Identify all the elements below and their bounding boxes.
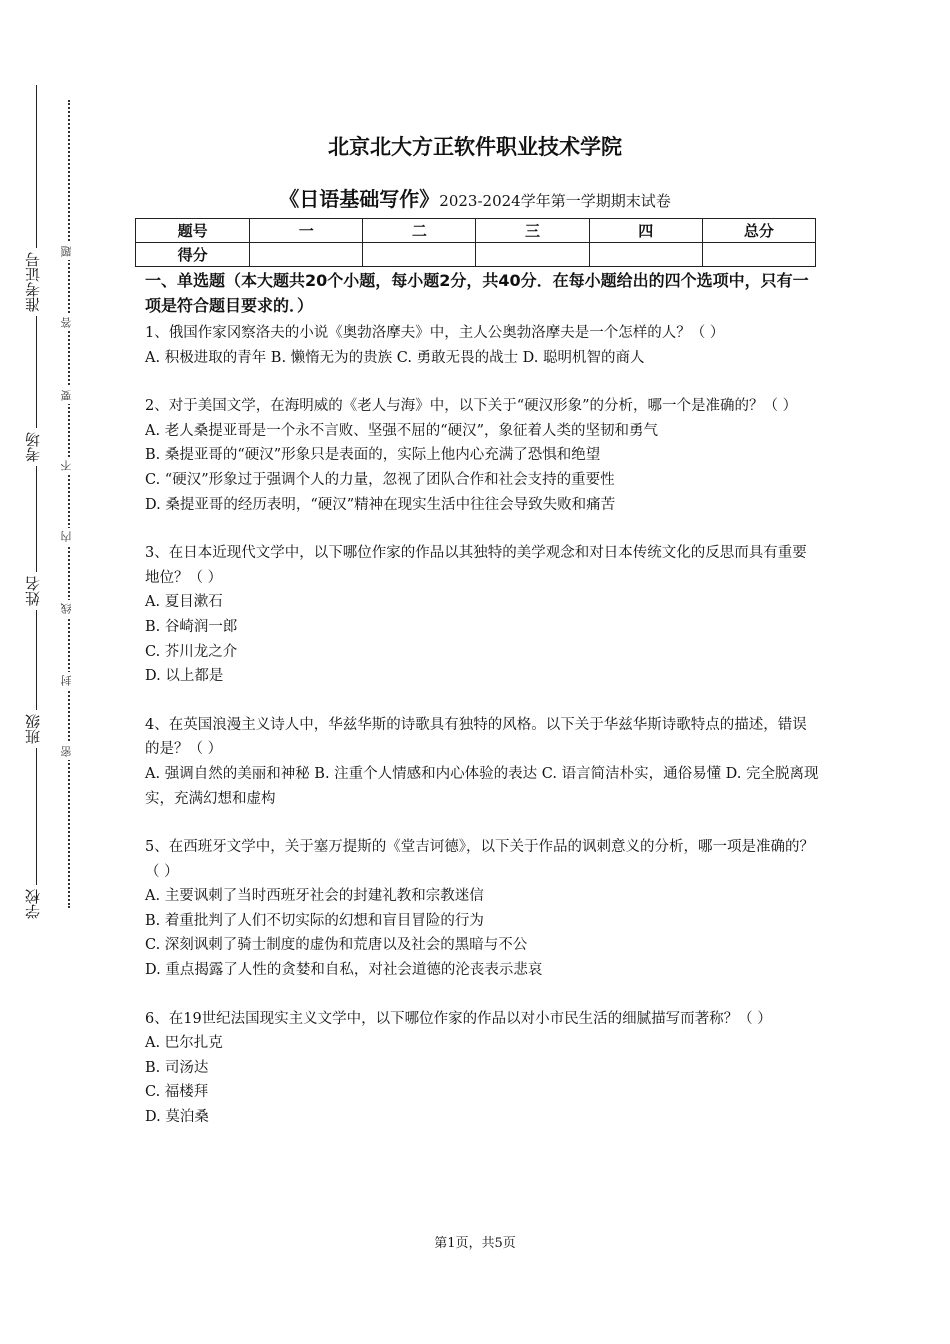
score-table (135, 218, 816, 267)
option-b: B. 谷崎润一郎 (145, 618, 238, 635)
score-cell (363, 243, 476, 267)
question-stem: 5、在西班牙文学中，关于塞万提斯的《堂吉诃德》，以下关于作品的讽刺意义的分析，哪一项是准确的？（ ） (145, 839, 814, 880)
course-name: 《日语基础写作》 (279, 187, 440, 211)
option-c: C. 芥川龙之介 (145, 643, 238, 660)
table-cell: 四 (589, 219, 702, 243)
question-stem: 6、在19世纪法国现实主义文学中，以下哪位作家的作品以对小市民生活的细腻描写而著称？（ ） (145, 1010, 772, 1027)
table-cell: 二 (363, 219, 476, 243)
score-table-header-row (136, 219, 816, 243)
seal-dotted-line (68, 100, 70, 908)
table-cell: 总分 (702, 219, 815, 243)
option-b: B. 着重批判了人们不切实际的幻想和盲目冒险的行为 (145, 912, 484, 929)
seal-char: 不 (60, 457, 76, 474)
option-c: C. “硬汉”形象过于强调个人的力量，忽视了团队合作和社会支持的重要性 (145, 471, 615, 488)
option-a: A. 夏目漱石 (145, 594, 223, 611)
option-d: D. 以上都是 (145, 668, 224, 685)
exam-content (145, 268, 820, 1154)
exam-subtitle (0, 183, 950, 212)
term-label: 2023-2024学年第一学期期末试卷 (439, 192, 671, 210)
class-label: 班级 (24, 710, 44, 748)
table-cell: 一 (250, 219, 363, 243)
option-a: A. 主要讽刺了当时西班牙社会的封建礼教和宗教迷信 (145, 888, 484, 905)
question-3 (145, 541, 820, 689)
question-options: A. 积极进取的青年 B. 懒惰无为的贵族 C. 勇敢无畏的战士 D. 聪明机智的商人 (145, 349, 645, 366)
option-a: A. 老人桑提亚哥是一个永不言败、坚强不屈的“硬汉”，象征着人类的坚韧和勇气 (145, 422, 659, 439)
seal-char: 封 (60, 672, 76, 689)
question-5 (145, 835, 820, 983)
option-a: A. 巴尔扎克 (145, 1035, 223, 1052)
seal-char: 内 (60, 528, 76, 545)
score-cell (589, 243, 702, 267)
table-cell: 题号 (136, 219, 250, 243)
page-footer: 第1页，共5页 (434, 1236, 516, 1251)
question-stem: 4、在英国浪漫主义诗人中，华兹华斯的诗歌具有独特的风格。以下关于华兹华斯诗歌特点的描述，错误的是？（ ） (145, 716, 807, 758)
seal-char: 要 (60, 387, 76, 404)
seal-char: 密 (60, 743, 76, 760)
option-d: D. 重点揭露了人性的贪婪和自私，对社会道德的沦丧表示悲哀 (145, 962, 543, 979)
question-2 (145, 394, 820, 517)
question-6 (145, 1007, 820, 1130)
question-stem: 1、俄国作家冈察洛夫的小说《奥勃洛摩夫》中，主人公奥勃洛摩夫是一个怎样的人？（ ） (145, 325, 725, 341)
school-label: 学校 (24, 885, 44, 923)
score-cell (250, 243, 363, 267)
name-label: 姓名 (24, 572, 44, 610)
table-cell: 三 (476, 219, 589, 243)
option-d: D. 桑提亚哥的经历表明，“硬汉”精神在现实生活中往往会导致失败和痛苦 (145, 496, 616, 513)
school-title: 北京北大方正软件职业技术学院 (328, 135, 622, 159)
table-cell: 得分 (136, 243, 250, 267)
question-stem: 2、对于美国文学，在海明威的《老人与海》中，以下关于“硬汉形象”的分析，哪一个是准确的？（ ） (145, 398, 798, 415)
section-title: 一、单选题（本大题共20个小题，每小题2分，共40分．在每小题给出的四个选项中，只有一项是符合题目要求的．） (145, 271, 809, 315)
score-table-score-row (136, 243, 816, 267)
question-4 (145, 713, 820, 811)
seal-char: 答 (60, 314, 76, 331)
option-c: C. 深刻讽刺了骑士制度的虚伪和荒唐以及社会的黑暗与不公 (145, 937, 528, 954)
question-stem: 3、在日本近现代文学中，以下哪位作家的作品以其独特的美学观念和对日本传统文化的反思而具有重要地位？（ ） (145, 545, 807, 586)
score-cell (702, 243, 815, 267)
exam-number-label: 准考证号 (24, 248, 44, 316)
option-b: B. 司汤达 (145, 1059, 209, 1076)
question-options: A. 强调自然的美丽和神秘 B. 注重个人情感和内心体验的表达 C. 语言简洁朴实，通俗易懂 D. 完全脱离现实，充满幻想和虚构 (145, 765, 819, 807)
exam-room-label: 考场 (24, 428, 44, 466)
question-1 (145, 321, 820, 370)
option-c: C. 福楼拜 (145, 1084, 209, 1101)
seal-char: 题 (60, 243, 76, 260)
option-b: B. 桑提亚哥的“硬汉”形象只是表面的，实际上他内心充满了恐惧和绝望 (145, 447, 601, 464)
seal-char: 线 (60, 600, 76, 617)
option-d: D. 莫泊桑 (145, 1109, 209, 1126)
score-cell (476, 243, 589, 267)
